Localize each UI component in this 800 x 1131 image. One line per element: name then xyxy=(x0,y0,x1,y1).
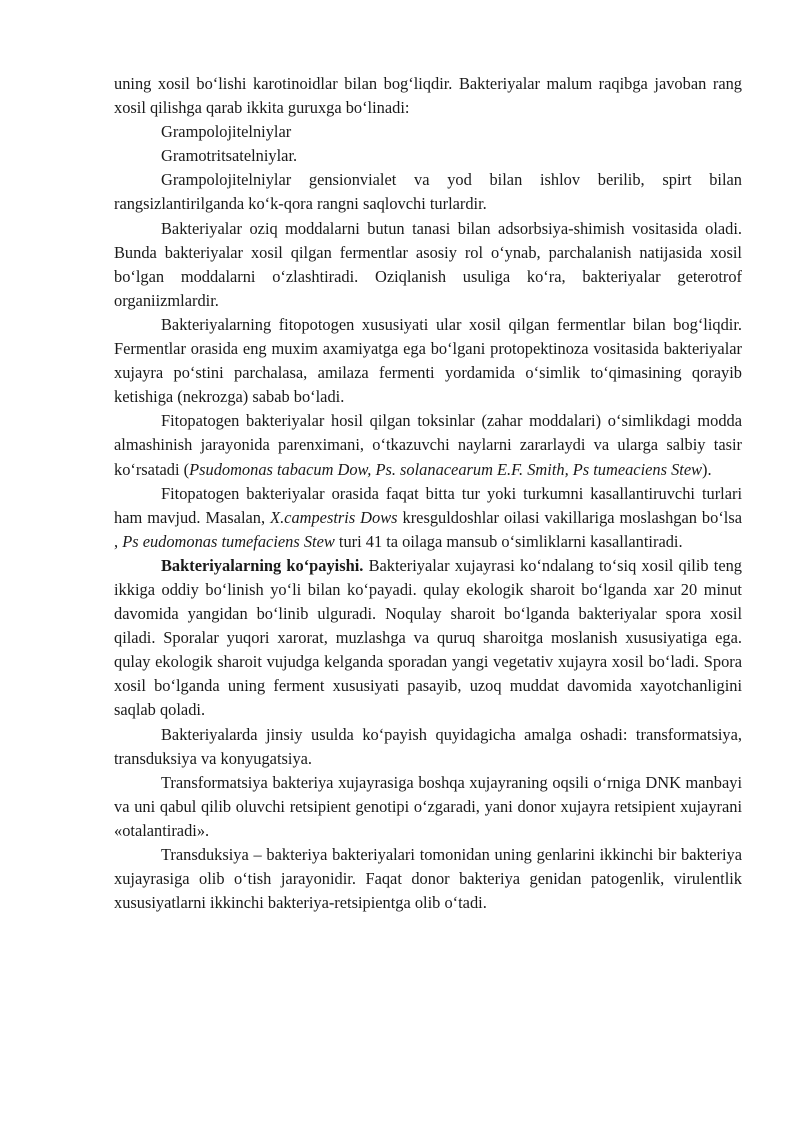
text-run: Bakteriyalar oziq moddalarni butun tanasi bilan adsorbsiya-shimish vositasida oladi. Bunda bakteriyalar xosil qilgan fermentlar asosiy rol o‘ynab, parchalanish natijasida xosil bo‘lgan moddalarni o‘zlashtiradi. Oziqlanish usuliga ko‘ra, bakteriyalar geterotrof organiizmlardir. xyxy=(114,218,742,310)
paragraph-p5 xyxy=(114,217,742,313)
text-run: Bakteriyalarning fitopotogen xususiyati ular xosil qilgan fermentlar bilan bog‘liqdir. Fermentlar orasida eng muxim axamiyatga ega bo‘lgani protopektinoza vositasida bakteriyalar xujayra po‘stini parchalasa, amilaza fermenti yordamida o‘simlik to‘qimasining qorayib ketishiga (nekrozga) sabab bo‘ladi. xyxy=(114,314,742,407)
text-run: ). xyxy=(702,459,712,479)
paragraph-p12 xyxy=(114,843,742,915)
text-run: Gramotritsatelniylar. xyxy=(161,146,298,166)
text-run: Transduksiya – bakteriya bakteriyalari tomonidan uning genlarini ikkinchi bir bakteriya xujayrasiga olib o‘tish jarayonidir. Faqat donor bakteriya genidan patogenlik, virulentlik xususiyatlarni ikkinchi bakteriya-retsipientga olib o‘tadi. xyxy=(114,845,742,913)
document-body xyxy=(114,72,742,915)
text-run: Fitopatogen bakteriyalar hosil qilgan toksinlar (zahar moddalari) o‘simlikdagi modda almashinish jarayonida parenximani, o‘tkazuvchi naylarni zararlaydi va ularga salbiy tasir ko‘rsatadi ( xyxy=(114,411,742,479)
text-run: Grampolojitelniylar xyxy=(161,122,292,142)
text-run: kresguldoshlar oilasi vakillariga moslashgan bo‘lsa , xyxy=(114,507,742,551)
text-run: Bakteriyalarda jinsiy usulda ko‘payish quyidagicha amalga oshadi: transformatsiya, transduksiya va konyugatsiya. xyxy=(114,724,742,768)
section-heading: Bakteriyalarning ko‘payishi. xyxy=(161,555,364,575)
text-run: turi 41 ta oilaga mansub o‘simliklarni kasallantiradi. xyxy=(334,531,683,551)
paragraph-p8 xyxy=(114,482,742,554)
text-run: Transformatsiya bakteriya xujayrasiga boshqa xujayraning oqsili o‘rniga DNK manbayi va uni qabul qilib oluvchi retsipient genotipi o‘zgaradi, yani donor xujayra retsipient xujayrani «otalantiradi». xyxy=(114,772,742,840)
species-name: Psudomonas tabacum Dow, Ps. solanacearum E.F. Smith, Ps tumeaciens Stew xyxy=(189,459,703,479)
paragraph-p10 xyxy=(114,723,742,771)
text-run: Fitopatogen bakteriyalar orasida faqat bitta tur yoki turkumni kasallantiruvchi turlari ham mavjud. Masalan, xyxy=(114,483,742,527)
paragraph-p2 xyxy=(114,120,742,144)
paragraph-p7 xyxy=(114,409,742,481)
paragraph-p11 xyxy=(114,771,742,843)
paragraph-p3 xyxy=(114,144,742,168)
text-run: Grampolojitelniylar gensionvialet va yod bilan ishlov berilib, spirt bilan rangsizlantirilganda ko‘k-qora rangni saqlovchi turlardir. xyxy=(114,170,742,214)
text-run: uning xosil bo‘lishi karotinoidlar bilan bog‘liqdir. Bakteriyalar malum raqibga javoban rang xosil qilishga qarab ikkita guruxga bo‘linadi: xyxy=(114,74,742,118)
paragraph-p9 xyxy=(114,554,742,723)
species-name: X.campestris Dows xyxy=(270,507,398,527)
paragraph-p6 xyxy=(114,313,742,409)
paragraph-p4 xyxy=(114,168,742,216)
paragraph-p1 xyxy=(114,72,742,120)
text-run: Bakteriyalar xujayrasi ko‘ndalang to‘siq xosil qilib teng ikkiga oddiy bo‘linish yo‘li bilan ko‘payadi. qulay ekologik sharoit bo‘lganda xar 20 minut davomida yangidan bo‘linib ulguradi. Noqulay sharoit bo‘lganda bakteriyalar spora xosil qiladi. Sporalar yuqori xarorat, muzlashga va quruq sharoitga moslanish xususiyatiga ega. qulay ekologik sharoit vujudga kelganda sporadan yangi vegetativ xujayra xosil bo‘ladi. Spora xosil bo‘lganda uning ferment xususiyati pasayib, uzoq muddat davomida xayotchanligini saqlab qoladi. xyxy=(114,555,742,720)
species-name: Ps eudomonas tumefaciens Stew xyxy=(122,531,335,551)
